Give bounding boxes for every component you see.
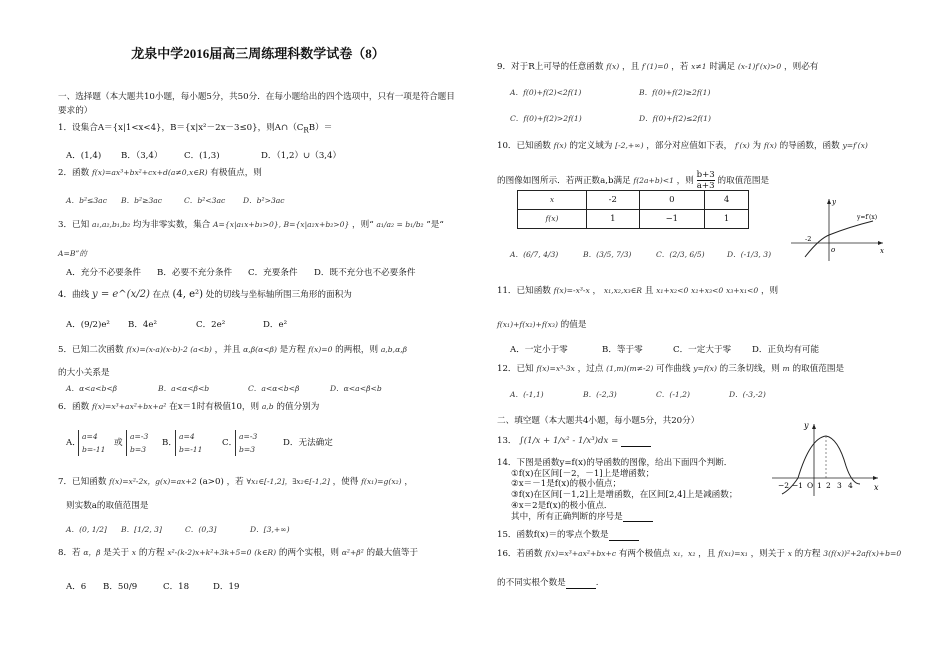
q6-c2: b=3 xyxy=(239,445,256,454)
q8-cond: (k∈R) xyxy=(254,548,277,557)
question-10 xyxy=(497,141,907,152)
question-3 xyxy=(58,220,458,231)
q6-a4: b=3 xyxy=(130,445,147,454)
q2-tail: 有极值点，则 xyxy=(210,168,262,178)
question-15 xyxy=(497,530,907,541)
q5-tail2: 的两根，则 xyxy=(335,345,379,355)
q13-answer-blank[interactable] xyxy=(621,437,651,447)
q8-option-c[interactable]: C．18 xyxy=(163,582,190,592)
q3-frac: a₁/a₂ = b₁/b₂ xyxy=(376,220,424,229)
x-axis-arrow xyxy=(878,241,883,245)
q11-stem: 11．已知函数 xyxy=(497,286,551,296)
q12-m: m xyxy=(782,364,790,373)
q6-stem: 6．函数 xyxy=(58,402,90,412)
graph-origin: o xyxy=(831,246,836,254)
q7-option-d[interactable]: D．[3,+∞) xyxy=(250,525,290,534)
q3-tail2: ”是“ xyxy=(426,220,444,230)
q7-option-b[interactable]: B．[1/2, 3] xyxy=(121,525,162,534)
q3-expr2: A={x|a₁x+b₁>0}, B={x|a₂x+b₂>0} xyxy=(213,220,350,229)
q5-option-d[interactable]: D．α<a<β<b xyxy=(330,384,382,393)
table-row xyxy=(518,191,749,210)
q10-line2-text: 的图像如图所示．若两正数a,b满足 xyxy=(497,176,631,186)
table-cell: x xyxy=(518,191,587,210)
q1-stem: 1．设集合A＝{x|1<x<4}，B＝{x|x²－2x－3≤0}，则A∩（C xyxy=(58,123,304,133)
question-6 xyxy=(58,402,458,413)
q6-c1: a=-3 xyxy=(239,432,258,441)
q12-expr: f(x)=x³-3x xyxy=(536,364,575,373)
q12-tail2: 的取值范围是 xyxy=(792,364,845,374)
table-cell: 4 xyxy=(705,191,749,210)
q13-stem: 13． xyxy=(497,436,517,446)
q9-option-b[interactable]: B．f(0)+f(2)≥2f(1) xyxy=(639,88,711,97)
q3-option-a[interactable]: A．充分不必要条件 xyxy=(66,268,141,278)
q3-option-d[interactable]: D．既不充分也不必要条件 xyxy=(314,268,416,278)
q6-tail: 在x＝1时有极值10，则 xyxy=(169,402,260,412)
tick-label: O xyxy=(807,481,814,490)
tick-label: 1 xyxy=(817,481,822,490)
graph-y-label: y xyxy=(832,198,836,206)
q16-end: . xyxy=(595,578,599,588)
q6-options xyxy=(58,430,458,464)
q11-option-a[interactable]: A．一定小于零 xyxy=(510,345,568,355)
q10-mid2: ，部分对应值如下表， xyxy=(646,141,733,151)
table-row xyxy=(518,210,749,229)
left-column xyxy=(58,0,458,650)
q16-cond: f(x₁)=x₁ xyxy=(718,549,748,558)
question-12 xyxy=(497,364,907,375)
q11-mid: ， xyxy=(592,286,602,296)
q4-stem: 4．曲线 xyxy=(58,290,90,300)
table-cell: 1 xyxy=(705,210,749,229)
q9-f1: f′(1)=0 xyxy=(641,62,669,71)
question-16 xyxy=(497,549,907,560)
q2-expr: f(x)=ax³+bx²+cx+d(a≠0,x∈R) xyxy=(91,168,208,177)
q6-option-a-sys1 xyxy=(78,430,105,456)
x-axis-arrow xyxy=(873,476,878,480)
q1-option-a[interactable]: A．(1,4) xyxy=(66,151,102,161)
q3-tail: ，则“ xyxy=(352,220,374,230)
tick-label: 3 xyxy=(837,481,842,490)
q6-option-b-label[interactable]: B． xyxy=(162,438,177,448)
q16-pts: x₁，x₂ xyxy=(673,549,696,558)
table-cell: f(x) xyxy=(518,210,587,229)
q16-expr: f(x)=x³+ax²+bx+c xyxy=(545,549,617,558)
q11-cond: x₁,x₂,x₃∈R xyxy=(603,286,642,295)
q11-c2: x₂+x₃<0 xyxy=(691,286,724,295)
q12-pt: (1,m)(m≠-2) xyxy=(606,364,654,373)
q10-fp: f′(x) xyxy=(734,141,750,150)
q10-domain: [-2,+∞) xyxy=(615,141,644,150)
q1-stem-end: B）＝ xyxy=(308,123,333,133)
q16-x: x xyxy=(787,549,792,558)
q10-fraction xyxy=(697,170,715,191)
q16-line2-text: 的不同实根个数是 xyxy=(497,578,566,588)
q3-option-c[interactable]: C．充要条件 xyxy=(248,268,298,278)
q11-mid2: 且 xyxy=(644,286,654,296)
q6-option-c-label[interactable]: C． xyxy=(222,438,238,448)
q10-value-table xyxy=(517,190,749,229)
q11-line2b: 的值是 xyxy=(560,320,587,330)
q5-line2: 的大小关系是 xyxy=(58,368,110,378)
q10-mid3: 为 xyxy=(752,141,762,151)
question-14 xyxy=(497,458,767,522)
q6-ab: a,b xyxy=(261,402,274,411)
derivative-curve xyxy=(805,221,873,257)
q10-f: f(x) xyxy=(553,141,567,150)
q8-ab: α，β xyxy=(83,548,101,557)
q7-tail2: ，使得 xyxy=(332,477,359,487)
tick-label: 4 xyxy=(848,481,853,490)
q15-answer-blank[interactable] xyxy=(609,531,639,541)
page-title: 龙泉中学2016届高三周练理科数学试卷（8） xyxy=(131,46,385,61)
q7-eq: f(x₁)=g(x₂) xyxy=(361,477,402,486)
q7-line2: 则实数a的取值范围是 xyxy=(66,501,149,511)
q6-option-a-or: 或 xyxy=(114,438,123,448)
q16-eq: 3(f(x))²+2af(x)+b=0 xyxy=(823,549,902,558)
table-cell: 0 xyxy=(639,191,705,210)
q8-tail2: 的最大值等于 xyxy=(366,548,419,558)
question-9 xyxy=(497,62,907,73)
q6-a2: b=-11 xyxy=(82,445,106,454)
q10-y: y=f′(x) xyxy=(842,141,868,150)
q7-option-a[interactable]: A．(0, 1/2] xyxy=(66,525,107,534)
question-8 xyxy=(58,548,458,559)
q3-line2-text: A=B”的 xyxy=(58,249,87,258)
y-axis-arrow xyxy=(827,199,831,204)
q12-mid2: 可作曲线 xyxy=(656,364,691,374)
q10-frac-num: b+3 xyxy=(696,170,715,180)
q12-tail: 的三条切线，则 xyxy=(719,364,780,374)
q14-item-2: ②x＝－1是f(x)的极小值点； xyxy=(511,479,622,490)
q6-option-a-sys2 xyxy=(126,430,148,456)
q6-option-b-sys xyxy=(175,430,202,456)
q10-tail2: ，则 xyxy=(676,176,694,186)
q1-option-d[interactable]: D．（1,2）∪（3,4） xyxy=(261,151,342,161)
question-7 xyxy=(58,477,458,488)
q1-sub: R xyxy=(303,125,309,135)
tick-label: −2 xyxy=(778,481,790,490)
q10-cond: f(2a+b)<1 xyxy=(633,176,674,185)
question-1 xyxy=(58,123,458,136)
q3-option-b[interactable]: B．必要不充分条件 xyxy=(157,268,233,278)
q9-option-c[interactable]: C．f(0)+f(2)>2f(1) xyxy=(510,114,582,123)
q14-item-1: ①f(x)在区间[－2，－1]上是增函数； xyxy=(511,468,655,479)
graph-y-label: y xyxy=(804,421,809,430)
section1-intro: 一、选择题（本大题共10小题，每小题5分，共50分．在每小题给出的四个选项中，只有一项是符合题目 xyxy=(58,92,455,102)
q11-option-d[interactable]: D．正负均有可能 xyxy=(752,345,820,355)
q8-mid: 是关于 xyxy=(103,548,130,558)
q9-option-d[interactable]: D．f(0)+f(2)≤2f(1) xyxy=(639,114,711,123)
q12-option-c[interactable]: C．(-1,2) xyxy=(656,390,690,399)
q9-ineq: (x-1)f′(x)>0 xyxy=(737,62,782,71)
q11-c3: x₃+x₁<0 xyxy=(725,286,759,295)
q6-b2: b=-11 xyxy=(179,445,203,454)
q6-option-d[interactable]: D．无法确定 xyxy=(283,438,333,448)
q15-stem: 15．函数f(x)＝的零点个数是 xyxy=(497,530,609,540)
q7-quant: ∀x₁∈[-1,2]，∃x₂∈[-1,2] xyxy=(246,477,330,486)
q9-cond: x≠1 xyxy=(691,62,707,71)
q10-derivative-graph xyxy=(787,195,887,263)
right-column xyxy=(497,0,907,650)
q16-answer-blank[interactable] xyxy=(566,579,596,589)
graph-x-label: x xyxy=(880,247,884,255)
q8-option-a[interactable]: A．6 xyxy=(66,582,87,592)
q4-point: (4, e²) xyxy=(172,289,203,300)
q6-expr: f(x)=x³+ax²+bx+a² xyxy=(91,402,167,411)
q4-option-a[interactable]: A．(9/2)e² xyxy=(66,320,110,330)
q1-option-b[interactable]: B．（3,4） xyxy=(121,151,163,161)
q10-mid: 的定义域为 xyxy=(569,141,613,151)
q6-option-a-label: A． xyxy=(66,438,81,448)
q6-tail2: 的值分别为 xyxy=(276,402,320,412)
q12-option-b[interactable]: B．(-2,3) xyxy=(583,390,617,399)
q6-a3: a=-3 xyxy=(130,432,149,441)
q10-option-a[interactable]: A．(6/7, 4/3) xyxy=(510,250,559,259)
q5-option-a[interactable]: A．α<a<b<β xyxy=(66,384,118,393)
q8-expr: α²+β² xyxy=(341,548,364,557)
q9-stem: 9．对于R上可导的任意函数 xyxy=(497,62,604,72)
q10-tail3: 的取值范围是 xyxy=(717,176,770,186)
q2-option-c[interactable]: C．b²<3ac xyxy=(184,196,226,205)
question-4 xyxy=(58,289,458,302)
q10-option-b[interactable]: B．(3/5, 7/3) xyxy=(583,250,632,259)
q6-a1: a=4 xyxy=(82,432,98,441)
q8-option-d[interactable]: D．19 xyxy=(213,582,240,592)
q11-tail: ，则 xyxy=(760,286,779,296)
q4-mid: 在点 xyxy=(152,290,170,300)
table-cell: −1 xyxy=(639,210,705,229)
q4-option-d[interactable]: D．e² xyxy=(263,320,288,330)
q16-mid2: ，且 xyxy=(698,549,716,559)
q5-tail: 是方程 xyxy=(279,345,306,355)
q7-tail3: ， xyxy=(404,477,413,487)
q8-option-b[interactable]: B．50/9 xyxy=(103,582,138,592)
q10-stem: 10．已知函数 xyxy=(497,141,551,151)
q5-vars: a,b,α,β xyxy=(380,345,408,354)
q8-eq: x²-(k-2)x+k²+3k+5=0 xyxy=(167,548,252,557)
q9-mid2: ，若 xyxy=(671,62,689,72)
table-cell: 1 xyxy=(587,210,640,229)
graph-tick-minus2: -2 xyxy=(805,235,812,243)
q7-option-c[interactable]: C．(0,3] xyxy=(185,525,217,534)
q8-tail: 的两个实根，则 xyxy=(278,548,340,558)
q3-mid: 均为非零实数，集合 xyxy=(132,220,211,230)
q12-option-d[interactable]: D．(-3,-2) xyxy=(729,390,766,399)
q2-option-a[interactable]: A．b²≤3ac xyxy=(66,196,107,205)
q14-stem: 14．下图是函数y=f(x)的导函数的图像，给出下面四个判断． xyxy=(497,458,733,468)
q1-option-c[interactable]: C．(1,3) xyxy=(184,151,220,161)
q7-expr: f(x)=x²-2x，g(x)=ax+2 xyxy=(109,477,197,486)
q9-tail: ，则必有 xyxy=(784,62,819,72)
q7-stem: 7．已知函数 xyxy=(58,477,107,487)
q5-expr: f(x)=(x-a)(x-b)-2 (a<b) xyxy=(126,345,212,354)
q8-mid2: 的方程 xyxy=(138,548,165,558)
q14-tail xyxy=(497,512,767,523)
q13-expr: ∫(1/x + 1/x² - 1/x³)dx = xyxy=(519,436,619,446)
q4-option-b[interactable]: B．4e² xyxy=(128,320,157,330)
tick-label: 2 xyxy=(826,481,831,490)
question-2 xyxy=(58,168,458,179)
q16-line2 xyxy=(497,578,907,589)
q3-line2 xyxy=(58,249,458,260)
q11-expr: f(x)=-x³-x xyxy=(553,286,590,295)
q4-curve: y = e^(x/2) xyxy=(91,289,150,300)
graph-curve-label: y=f′(x) xyxy=(857,214,878,221)
q9-f: f(x) xyxy=(606,62,620,71)
q12-stem: 12．已知 xyxy=(497,364,534,374)
q6-option-c-sys xyxy=(235,430,257,456)
section1-intro-2: 要求的） xyxy=(58,106,93,116)
q5-stem: 5．已知二次函数 xyxy=(58,345,124,355)
q4-option-c[interactable]: C．2e² xyxy=(196,320,226,330)
q10-f2: f(x) xyxy=(763,141,777,150)
q16-mid: 有两个极值点 xyxy=(618,549,671,559)
q8-stem: 8．若 xyxy=(58,548,81,558)
q14-answer-blank[interactable] xyxy=(623,512,653,522)
q14-tail-text: 其中，所有正确判断的序号是 xyxy=(511,511,623,522)
q3-stem: 3．已知 xyxy=(58,220,90,230)
tick-label: −1 xyxy=(792,481,804,490)
q5-mid: ，并且 xyxy=(214,345,241,355)
q2-option-b[interactable]: B．b²≥3ac xyxy=(121,196,163,205)
q11-option-c[interactable]: C．一定大于零 xyxy=(673,345,732,355)
q14-derivative-graph xyxy=(770,418,882,498)
table-cell: -2 xyxy=(587,191,640,210)
q12-y: y=f(x) xyxy=(693,364,717,373)
q5-option-b[interactable]: B．a<α<β<b xyxy=(158,384,210,393)
q5-eq: f(x)=0 xyxy=(308,345,333,354)
q3-expr1: a₁,a₂,b₁,b₂ xyxy=(91,220,131,229)
q10-option-c[interactable]: C．(2/3, 6/5) xyxy=(656,250,705,259)
q5-roots: α,β(α<β) xyxy=(243,345,277,354)
q8-x: x xyxy=(131,548,137,557)
section2-intro: 二、填空题（本大题共4小题，每小题5分，共20分） xyxy=(497,416,700,426)
q10-frac-den: a+3 xyxy=(696,181,715,191)
q16-mid3: ，则关于 xyxy=(750,549,785,559)
q16-mid4: 的方程 xyxy=(794,549,821,559)
q5-option-c[interactable]: C．a<α<b<β xyxy=(248,384,300,393)
q10-option-d[interactable]: D．(-1/3, 3) xyxy=(727,250,772,259)
q7-tail: ，若 xyxy=(226,477,244,487)
q11-option-b[interactable]: B．等于零 xyxy=(602,345,643,355)
q9-mid3: 时满足 xyxy=(709,62,736,72)
q16-stem: 16．若函数 xyxy=(497,549,543,559)
question-5 xyxy=(58,345,458,356)
question-11 xyxy=(497,286,907,297)
graph-x-label: x xyxy=(874,483,879,492)
q2-option-d[interactable]: D．b²>3ac xyxy=(243,196,285,205)
q4-tail: 处的切线与坐标轴所围三角形的面积为 xyxy=(205,290,352,300)
q14-item-4: ④x＝2是f(x)的极小值点． xyxy=(511,500,613,511)
q10-line2 xyxy=(497,170,907,191)
y-axis-arrow xyxy=(812,424,816,429)
q7-cond: (a>0) xyxy=(199,477,224,487)
q11-sum: f(x₁)+f(x₂)+f(x₃) xyxy=(497,320,558,329)
q11-c1: x₁+x₂<0 xyxy=(656,286,689,295)
q11-line2 xyxy=(497,320,907,331)
q6-b1: a=4 xyxy=(179,432,195,441)
q12-option-a[interactable]: A．(-1,1) xyxy=(510,390,544,399)
q9-option-a[interactable]: A．f(0)+f(2)<2f(1) xyxy=(510,88,582,97)
q10-tail: 的导函数，函数 xyxy=(779,141,840,151)
q12-mid: ，过点 xyxy=(577,364,604,374)
q9-mid: ，且 xyxy=(621,62,640,72)
q2-stem: 2．函数 xyxy=(58,168,90,178)
q14-item-3: ③f(x)在区间[－1,2]上是增函数，在区间[2,4]上是减函数； xyxy=(511,490,738,501)
